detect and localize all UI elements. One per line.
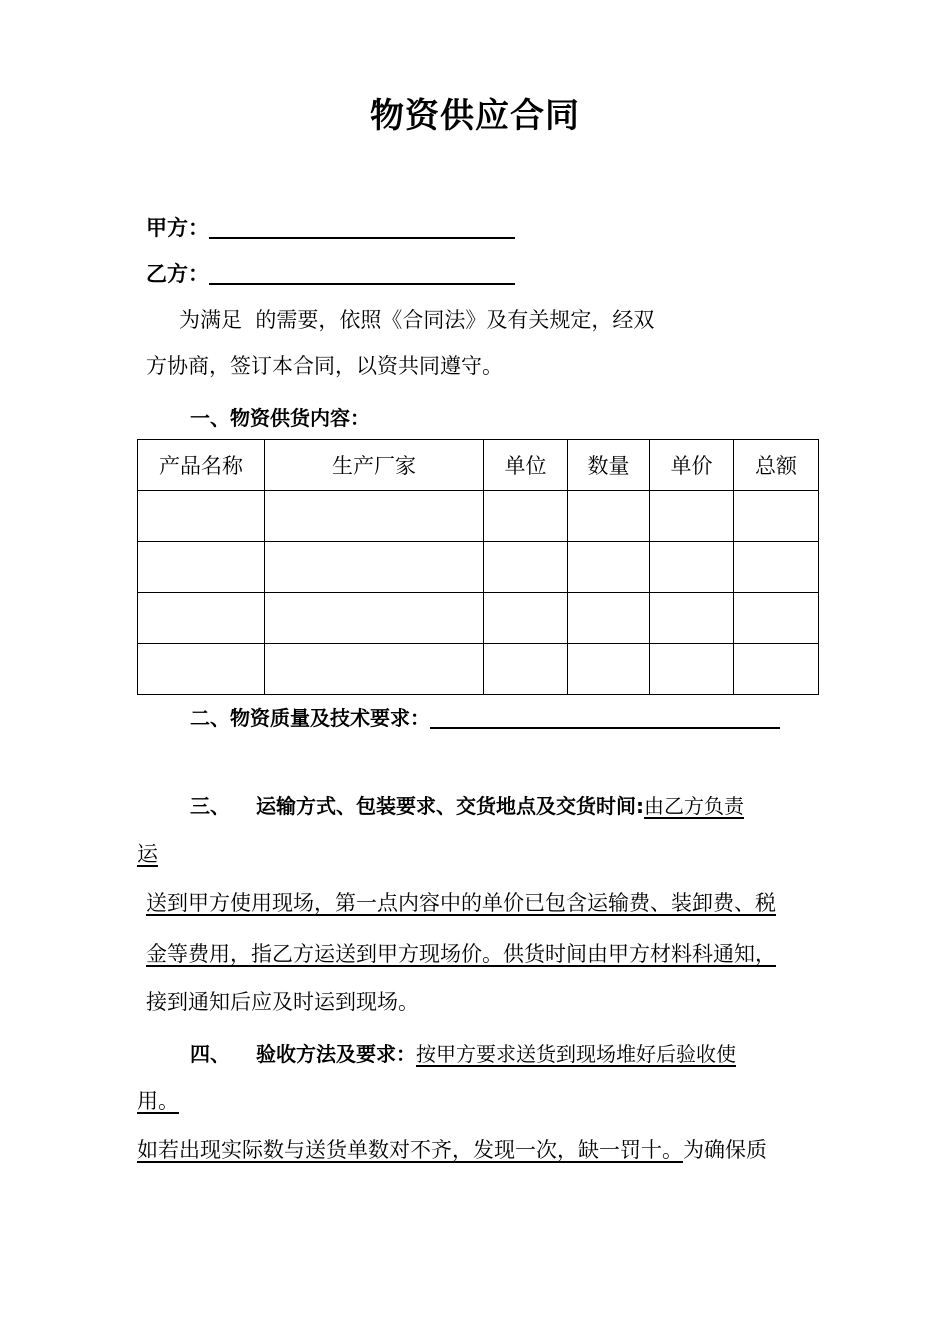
party-b-label: 乙方：: [146, 262, 209, 286]
table-cell[interactable]: [650, 593, 734, 644]
section-3-line-3: 送到甲方使用现场，第一点内容中的单价已包含运输费、装卸费、税: [146, 891, 776, 915]
party-b-field[interactable]: [209, 261, 515, 285]
table-cell[interactable]: [265, 491, 484, 542]
table-cell[interactable]: [138, 593, 265, 644]
table-cell[interactable]: [650, 542, 734, 593]
table-row: [138, 593, 819, 644]
col-header-manufacturer: 生产厂家: [265, 440, 484, 491]
table-cell[interactable]: [265, 593, 484, 644]
table-cell[interactable]: [484, 644, 568, 695]
table-cell[interactable]: [265, 644, 484, 695]
table-cell[interactable]: [265, 542, 484, 593]
table-header-row: [138, 440, 819, 491]
table-cell[interactable]: [734, 542, 819, 593]
table-cell[interactable]: [734, 644, 819, 695]
section-2-row: [190, 702, 780, 731]
table-cell[interactable]: [138, 542, 265, 593]
party-b-row: [146, 258, 515, 288]
section-4-line-3: [137, 1134, 767, 1164]
section-3-text: 由乙方负责: [644, 794, 744, 818]
party-a-field[interactable]: [209, 215, 515, 239]
table-cell[interactable]: [484, 491, 568, 542]
table-cell[interactable]: [650, 644, 734, 695]
page-title: 物资供应合同: [370, 96, 580, 136]
table-cell[interactable]: [568, 542, 650, 593]
party-a-label: 甲方：: [146, 216, 209, 240]
section-1-heading: 一、物资供货内容：: [190, 406, 370, 430]
table-cell[interactable]: [568, 491, 650, 542]
section-4-heading: 验收方法及要求：: [256, 1042, 416, 1066]
table-row: [138, 542, 819, 593]
table-cell[interactable]: [568, 644, 650, 695]
section-4-continuation: 为确保质: [683, 1138, 767, 1162]
table-cell[interactable]: [734, 491, 819, 542]
section-2-heading: 二、物资质量及技术要求：: [190, 706, 430, 730]
intro-line-1: 为满足 的需要，依照《合同法》及有关规定，经双: [179, 308, 655, 332]
col-header-unit-price: 单价: [650, 440, 734, 491]
table-cell[interactable]: [138, 491, 265, 542]
section-3-heading: 运输方式、包装要求、交货地点及交货时间:: [256, 794, 644, 818]
col-header-quantity: 数量: [568, 440, 650, 491]
section-3-line-2: 运: [137, 842, 158, 866]
party-a-row: [146, 212, 515, 242]
intro-line-2: 方协商，签订本合同，以资共同遵守。: [146, 354, 503, 378]
section-3-line-1: [190, 790, 744, 819]
table-cell[interactable]: [734, 593, 819, 644]
table-cell[interactable]: [484, 542, 568, 593]
section-4-penalty-text: 如若出现实际数与送货单数对不齐，发现一次，缺一罚十。: [137, 1138, 683, 1162]
table-cell[interactable]: [484, 593, 568, 644]
col-header-unit: 单位: [484, 440, 568, 491]
table-cell[interactable]: [650, 491, 734, 542]
table-cell[interactable]: [138, 644, 265, 695]
section-4-line-2: 用。: [137, 1089, 179, 1113]
table-row: [138, 491, 819, 542]
col-header-product-name: 产品名称: [138, 440, 265, 491]
col-header-total: 总额: [734, 440, 819, 491]
section-3-number: 三、: [190, 794, 230, 818]
section-4-text: 按甲方要求送货到现场堆好后验收使: [416, 1042, 736, 1066]
goods-table: [137, 439, 819, 695]
section-4-line-1: [190, 1038, 736, 1067]
section-3-line-5: 接到通知后应及时运到现场。: [146, 990, 419, 1014]
section-4-number: 四、: [190, 1042, 230, 1066]
table-row: [138, 644, 819, 695]
section-2-field[interactable]: [430, 705, 780, 729]
table-cell[interactable]: [568, 593, 650, 644]
section-3-line-4: 金等费用，指乙方运送到甲方现场价。供货时间由甲方材料科通知，: [146, 942, 776, 966]
